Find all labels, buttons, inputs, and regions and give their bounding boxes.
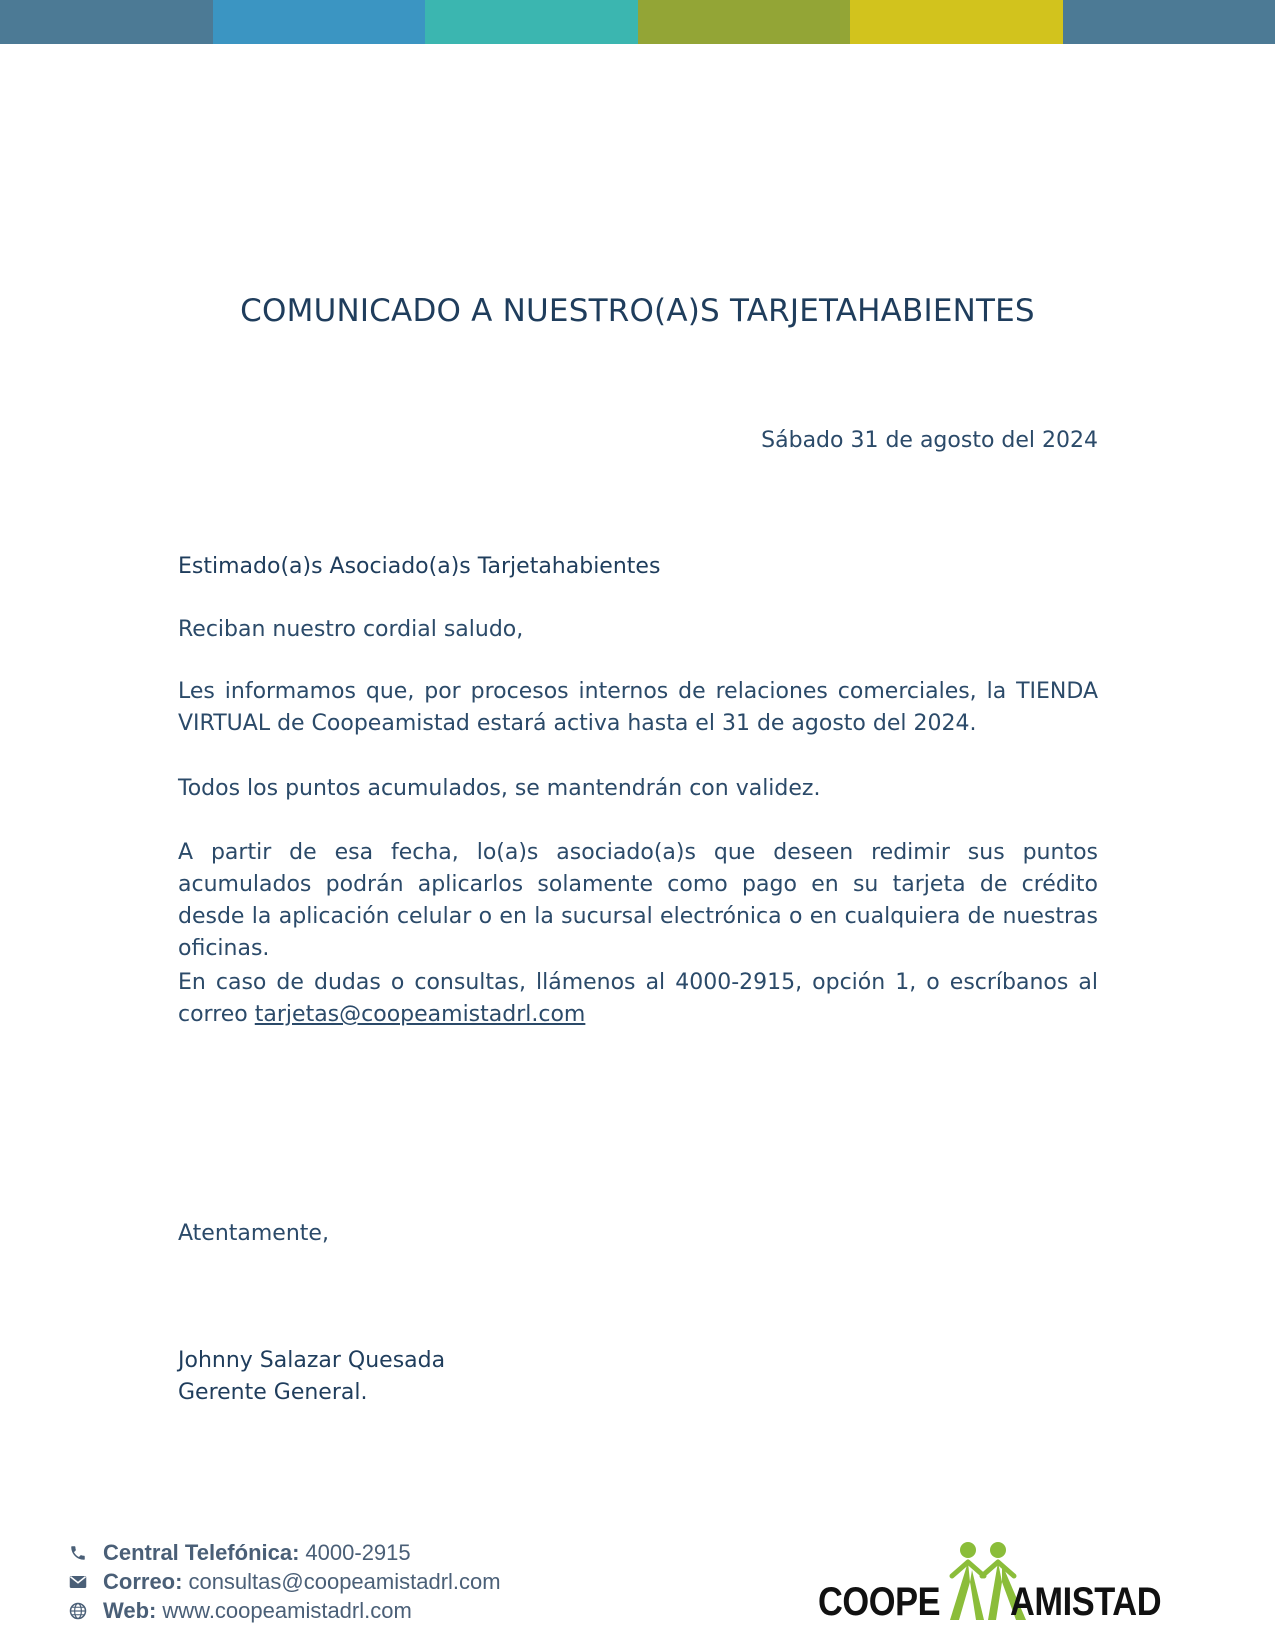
contact-text: En caso de dudas o consultas, llámenos al 4000-2915, opción 1, o escríbanos al correo bbox=[178, 970, 1098, 1027]
contact-row-web bbox=[68, 1596, 501, 1625]
email-label: Correo: bbox=[103, 1568, 183, 1594]
page-title: COMUNICADO A NUESTRO(A)S TARJETAHABIENTES bbox=[240, 293, 1035, 329]
email-link[interactable]: tarjetas@coopeamistadrl.com bbox=[254, 1002, 586, 1027]
document-date: Sábado 31 de agosto del 2024 bbox=[761, 428, 1098, 453]
contact-row-email bbox=[68, 1567, 501, 1596]
phone-icon bbox=[68, 1543, 88, 1563]
web-value[interactable]: www.coopeamistadrl.com bbox=[162, 1597, 412, 1623]
color-bar-segment bbox=[213, 0, 426, 44]
signer-name: Johnny Salazar Quesada bbox=[178, 1348, 446, 1373]
phone-value: 4000-2915 bbox=[305, 1539, 411, 1565]
greeting: Reciban nuestro cordial saludo, bbox=[178, 617, 524, 642]
globe-icon bbox=[68, 1601, 88, 1621]
color-bar-segment bbox=[425, 0, 638, 44]
salutation: Estimado(a)s Asociado(a)s Tarjetahabientes bbox=[178, 554, 661, 579]
color-bar-segment bbox=[850, 0, 1063, 44]
signer-title: Gerente General. bbox=[178, 1380, 368, 1405]
header-color-bar bbox=[0, 0, 1275, 44]
color-bar-segment bbox=[0, 0, 213, 44]
footer-contact bbox=[68, 1538, 501, 1625]
coopeamistad-logo bbox=[818, 1540, 1208, 1624]
paragraph-contact bbox=[178, 967, 1098, 1031]
closing: Atentamente, bbox=[178, 1221, 329, 1246]
color-bar-segment bbox=[638, 0, 851, 44]
paragraph-redemption: A partir de esa fecha, lo(a)s asociado(a)s que deseen redimir sus puntos acumulados podrán aplicarlos solamente como pago en su tarjeta de crédito desde la aplicación celular o en la sucursal electrónica o en cualquiera de nuestras oficinas. bbox=[178, 840, 1098, 961]
web-label: Web: bbox=[103, 1597, 157, 1623]
envelope-icon bbox=[68, 1572, 88, 1592]
color-bar-segment bbox=[1063, 0, 1275, 44]
paragraph-points-validity: Todos los puntos acumulados, se mantendrán con validez. bbox=[178, 776, 821, 801]
contact-row-phone bbox=[68, 1538, 501, 1567]
paragraph-store-notice: Les informamos que, por procesos internos de relaciones comerciales, la TIENDA VIRTUAL de Coopeamistad estará activa hasta el 31 de agosto del 2024. bbox=[178, 679, 1098, 736]
logo-text-left: COOPE bbox=[818, 1580, 941, 1624]
phone-label: Central Telefónica: bbox=[103, 1539, 300, 1565]
logo-text-right: AMISTAD bbox=[1010, 1580, 1162, 1624]
email-value[interactable]: consultas@coopeamistadrl.com bbox=[188, 1568, 501, 1594]
